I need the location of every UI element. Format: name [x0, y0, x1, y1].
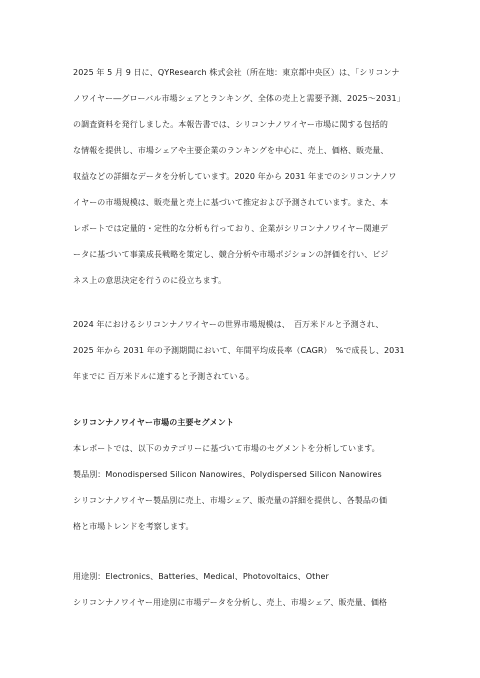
section-intro: 本レポートでは、以下のカテゴリーに基づいて市場のセグメントを分析しています。	[73, 444, 380, 453]
application-segment-line: 用途別：Electronics、Batteries、Medical、Photovoltaics、Other	[73, 572, 329, 581]
section-heading: シリコンナノワイヤー市場の主要セグメント	[73, 418, 234, 427]
text-line: ノワイヤー―グローバル市場シェアとランキング、全体の売上と需要予測、2025～2031」	[73, 94, 405, 103]
text-line: 2025 年 5 月 9 日に、QYResearch 株式会社（所在地：東京都中央区）は、「シリコンナ	[73, 68, 400, 77]
product-description-line: 格と市場トレンドを考察します。	[73, 522, 194, 531]
text-line: 2024 年におけるシリコンナノワイヤーの世界市場規模は、 百万米ドルと予測され、	[73, 320, 384, 329]
text-line: 2025 年から 2031 年の予測期間において、年間平均成長率（CAGR） %で成長し、2031	[73, 346, 405, 355]
text-line: の調査資料を発行しました。本報告書では、シリコンナノワイヤー市場に関する包括的	[73, 120, 388, 129]
text-line: 年までに 百万米ドルに達すると予測されている。	[73, 372, 254, 381]
text-line: ネス上の意思決定を行うのに役立ちます。	[73, 276, 227, 285]
product-description-line: シリコンナノワイヤー製品別に売上、市場シェア、販売量の詳細を提供し、各製品の価	[73, 496, 388, 505]
text-line: ータに基づいて事業成長戦略を策定し、競合分析や市場ポジションの評価を行い、ビジ	[73, 250, 389, 259]
product-segment-line: 製品別：Monodispersed Silicon Nanowires、Polydispersed Silicon Nanowires	[73, 470, 382, 479]
text-line: 収益などの詳細なデータを分析しています。2020 年から 2031 年までのシリコンナノワ	[73, 172, 397, 181]
text-line: イヤーの市場規模は、販売量と売上に基づいて推定および予測されています。また、本	[73, 198, 389, 207]
text-line: な情報を提供し、市場シェアや主要企業のランキングを中心に、売上、価格、販売量、	[73, 146, 389, 155]
text-line: レポートでは定量的・定性的な分析も行っており、企業がシリコンナノワイヤー関連デ	[73, 224, 388, 233]
application-description-line: シリコンナノワイヤー用途別に市場データを分析し、売上、市場シェア、販売量、価格	[73, 598, 388, 607]
